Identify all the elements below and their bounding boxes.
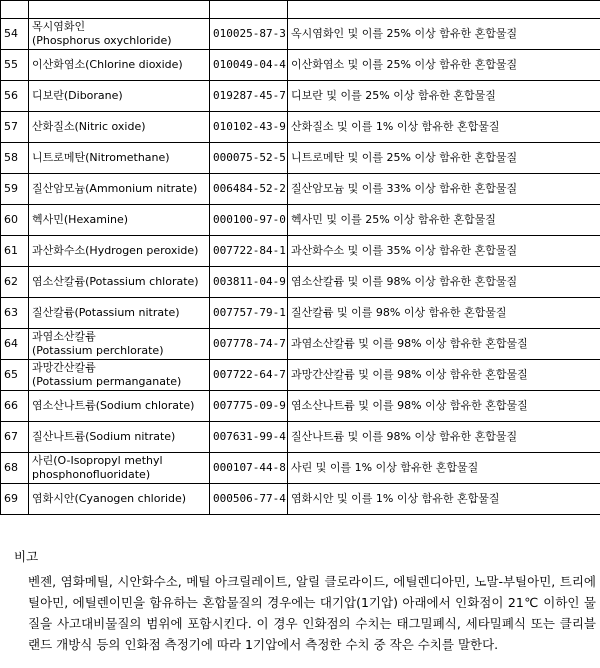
table-row — [1, 236, 600, 267]
row-number: 60 — [1, 205, 29, 236]
row-number: 64 — [1, 329, 29, 360]
substance-name-line: 염소산나트륨(Sodium chlorate) — [32, 399, 195, 412]
header-cell-no — [1, 1, 29, 19]
substance-name — [29, 205, 210, 236]
table-row — [1, 112, 600, 143]
substance-name-line: (Phosphorus oxychloride) — [32, 34, 172, 47]
substance-name-line: 과산화수소(Hydrogen peroxide) — [32, 244, 199, 257]
remarks-title: 비고 — [14, 549, 39, 564]
row-number: 69 — [1, 484, 29, 515]
header-cell-desc — [288, 1, 600, 19]
substance-name — [29, 236, 210, 267]
table-row — [1, 205, 600, 236]
row-number: 68 — [1, 453, 29, 484]
substance-name-line: phosphonofluoridate) — [32, 468, 151, 481]
threshold-description: 질산칼륨 및 이를 98% 이상 함유한 혼합물질 — [288, 298, 600, 329]
substance-name-line: 과염소산칼륨 — [32, 330, 96, 343]
substance-name-line: (Potassium permanganate) — [32, 375, 182, 388]
substance-name-line: 염화시안(Cyanogen chloride) — [32, 492, 187, 505]
threshold-description: 헥사민 및 이를 25% 이상 함유한 혼합물질 — [288, 205, 600, 236]
row-number: 55 — [1, 50, 29, 81]
table-row — [1, 329, 600, 360]
cas-number: 006484-52-2 — [210, 174, 288, 205]
cas-number: 000107-44-8 — [210, 453, 288, 484]
threshold-description: 사린 및 이를 1% 이상 함유한 혼합물질 — [288, 453, 600, 484]
substance-name — [29, 422, 210, 453]
threshold-description: 과산화수소 및 이를 35% 이상 함유한 혼합물질 — [288, 236, 600, 267]
threshold-description: 질산나트륨 및 이를 98% 이상 함유한 혼합물질 — [288, 422, 600, 453]
substance-name-line: 목시염화인 — [32, 20, 86, 33]
cas-number: 019287-45-7 — [210, 81, 288, 112]
substance-name-line: 디보란(Diborane) — [32, 89, 123, 102]
threshold-description: 산화질소 및 이를 1% 이상 함유한 혼합물질 — [288, 112, 600, 143]
threshold-description: 염소산칼륨 및 이를 98% 이상 함유한 혼합물질 — [288, 267, 600, 298]
threshold-description: 이산화염소 및 이를 25% 이상 함유한 혼합물질 — [288, 50, 600, 81]
table-row — [1, 422, 600, 453]
header-cell-name — [29, 1, 210, 19]
cas-number: 007778-74-7 — [210, 329, 288, 360]
cas-number: 010049-04-4 — [210, 50, 288, 81]
threshold-description: 과염소산칼륨 및 이를 98% 이상 함유한 혼합물질 — [288, 329, 600, 360]
substance-name — [29, 329, 210, 360]
table-row — [1, 267, 600, 298]
substance-name-line: 질산암모늄(Ammonium nitrate) — [32, 182, 198, 195]
remarks-body: 벤젠, 염화메틸, 시안화수소, 메틸 아크릴레이트, 알릴 클로라이드, 에틸렌디아민, 노말-부틸아민, 트리에틸아민, 에틸렌이민을 함유하는 혼합물질의 경우에는 대기압(1기압) 아래에서 인화점이 21℃ 이하인 물질을 사고대비물질의 범위에 포함시킨다. 이 경우 인화점의 수치는 태그밀폐식, 세타밀폐식 또는 클리블랜드 개방식 등의 인화점 측정기에 따라 1기압에서 측정한 수치 중 작은 수치를 말한다. — [28, 574, 596, 652]
substance-name-line: 염소산칼륨(Potassium chlorate) — [32, 275, 199, 288]
table-row — [1, 174, 600, 205]
row-number: 63 — [1, 298, 29, 329]
row-number: 57 — [1, 112, 29, 143]
row-number: 59 — [1, 174, 29, 205]
row-number: 54 — [1, 19, 29, 50]
table-row — [1, 391, 600, 422]
substance-name-line: 질산칼륨(Potassium nitrate) — [32, 306, 180, 319]
row-number: 62 — [1, 267, 29, 298]
substance-name-line: 이산화염소(Chlorine dioxide) — [32, 58, 183, 71]
remarks-section — [0, 546, 600, 655]
substance-name-line: 과망간산칼륨 — [32, 361, 96, 374]
cas-number: 007757-79-1 — [210, 298, 288, 329]
row-number: 61 — [1, 236, 29, 267]
cas-number: 007775-09-9 — [210, 391, 288, 422]
substance-name-line: 사린(O-Isopropyl methyl — [32, 454, 163, 467]
header-cell-cas — [210, 1, 288, 19]
cas-number: 000506-77-4 — [210, 484, 288, 515]
cas-number: 007722-64-7 — [210, 360, 288, 391]
table-row — [1, 453, 600, 484]
substance-name — [29, 267, 210, 298]
substance-name — [29, 19, 210, 50]
substance-name-line: 헥사민(Hexamine) — [32, 213, 129, 226]
threshold-description: 염화시안 및 이를 1% 이상 함유한 혼합물질 — [288, 484, 600, 515]
substance-name — [29, 391, 210, 422]
substance-name — [29, 484, 210, 515]
threshold-description: 과망간산칼륨 및 이를 98% 이상 함유한 혼합물질 — [288, 360, 600, 391]
cas-number: 010102-43-9 — [210, 112, 288, 143]
substance-name — [29, 143, 210, 174]
row-number: 67 — [1, 422, 29, 453]
substance-name-line: 산화질소(Nitric oxide) — [32, 120, 146, 133]
substance-name — [29, 50, 210, 81]
chemical-table-body — [1, 1, 600, 515]
table-row — [1, 484, 600, 515]
table-header-row — [1, 1, 600, 19]
substance-name — [29, 298, 210, 329]
row-number: 56 — [1, 81, 29, 112]
substance-name — [29, 174, 210, 205]
table-row — [1, 360, 600, 391]
table-row — [1, 81, 600, 112]
substance-name — [29, 112, 210, 143]
row-number: 65 — [1, 360, 29, 391]
table-row — [1, 298, 600, 329]
threshold-description: 염소산나트륨 및 이를 98% 이상 함유한 혼합물질 — [288, 391, 600, 422]
table-row — [1, 143, 600, 174]
row-number: 58 — [1, 143, 29, 174]
row-number: 66 — [1, 391, 29, 422]
substance-name — [29, 453, 210, 484]
cas-number: 007631-99-4 — [210, 422, 288, 453]
threshold-description: 옥시염화인 및 이를 25% 이상 함유한 혼합물질 — [288, 19, 600, 50]
cas-number: 007722-84-1 — [210, 236, 288, 267]
cas-number: 010025-87-3 — [210, 19, 288, 50]
substance-name — [29, 81, 210, 112]
substance-name — [29, 360, 210, 391]
table-row — [1, 19, 600, 50]
substance-name-line: (Potassium perchlorate) — [32, 344, 164, 357]
cas-number: 000100-97-0 — [210, 205, 288, 236]
substance-name-line: 질산나트륨(Sodium nitrate) — [32, 430, 176, 443]
threshold-description: 질산암모늄 및 이를 33% 이상 함유한 혼합물질 — [288, 174, 600, 205]
cas-number: 003811-04-9 — [210, 267, 288, 298]
table-row — [1, 50, 600, 81]
threshold-description: 니트로메탄 및 이를 25% 이상 함유한 혼합물질 — [288, 143, 600, 174]
substance-name-line: 니트로메탄(Nitromethane) — [32, 151, 170, 164]
cas-number: 000075-52-5 — [210, 143, 288, 174]
threshold-description: 디보란 및 이를 25% 이상 함유한 혼합물질 — [288, 81, 600, 112]
